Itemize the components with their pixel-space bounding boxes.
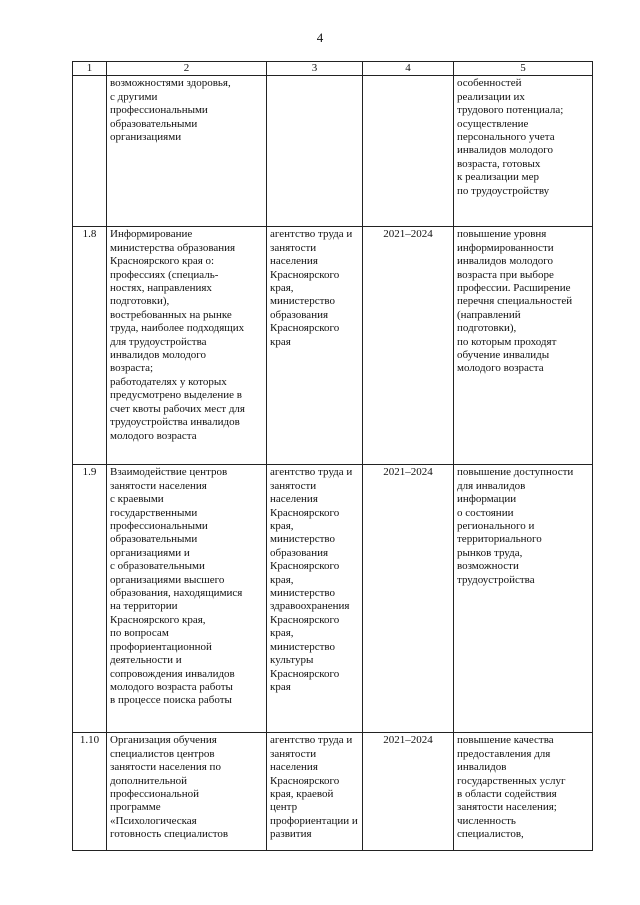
executors-cell xyxy=(267,76,363,227)
result-cell: повышение качества предоставления для инвалидов государственных услуг в области содействия занятости населения; численность специалистов, xyxy=(454,733,593,851)
item-number: 1.8 xyxy=(73,227,107,465)
period-cell xyxy=(363,76,454,227)
activity-cell: Информирование министерства образования Красноярского края о: профессиях (специаль- ностях, направлениях подготовки), востребованных на рынке труда, наиболее подходящих для трудоустройства инвалидов молодого возраста; работодателях у которых предусмотрено выделение в счет квоты рабочих мест для трудоустройства инвалидов молодого возраста xyxy=(107,227,267,465)
column-number: 2 xyxy=(107,62,267,76)
page-number: 4 xyxy=(316,30,324,45)
column-number: 4 xyxy=(363,62,454,76)
period-cell: 2021–2024 xyxy=(363,733,454,851)
table-row xyxy=(73,733,593,851)
column-number: 3 xyxy=(267,62,363,76)
item-number xyxy=(73,76,107,227)
result-cell: особенностей реализации их трудового потенциала; осуществление персонального учета инвалидов молодого возраста, готовых к реализации мер по трудоустройству xyxy=(454,76,593,227)
column-number-row xyxy=(73,62,593,76)
result-cell: повышение уровня информированности инвалидов молодого возраста при выборе профессии. Расширение перечня специальностей (направлений подготовки), по которым проходят обучение инвалиды молодого возраста xyxy=(454,227,593,465)
activity-cell: Организация обучения специалистов центров занятости населения по дополнительной профессиональной программе «Психологическая готовность специалистов xyxy=(107,733,267,851)
item-number: 1.9 xyxy=(73,465,107,733)
result-cell: повышение доступности для инвалидов информации о состоянии регионального и территориального рынков труда, возможности трудоустройства xyxy=(454,465,593,733)
table-row xyxy=(73,76,593,227)
measures-table xyxy=(72,61,593,851)
activity-cell: возможностями здоровья, с другими профессиональными образовательными организациями xyxy=(107,76,267,227)
table-row xyxy=(73,227,593,465)
executors-cell: агентство труда и занятости населения Красноярского края, краевой центр профориентации и развития xyxy=(267,733,363,851)
column-number: 5 xyxy=(454,62,593,76)
column-number: 1 xyxy=(73,62,107,76)
executors-cell: агентство труда и занятости населения Красноярского края, министерство образования Красноярского края, министерство здравоохранения Красноярского края, министерство культуры Красноярского края xyxy=(267,465,363,733)
table-row xyxy=(73,465,593,733)
item-number: 1.10 xyxy=(73,733,107,851)
executors-cell: агентство труда и занятости населения Красноярского края, министерство образования Красноярского края xyxy=(267,227,363,465)
activity-cell: Взаимодействие центров занятости населения с краевыми государственными профессиональными образовательными организациями и с образовательными организациями высшего образования, находящимися на территории Красноярского края, по вопросам профориентационной деятельности и сопровождения инвалидов молодого возраста работы в процессе поиска работы xyxy=(107,465,267,733)
period-cell: 2021–2024 xyxy=(363,465,454,733)
period-cell: 2021–2024 xyxy=(363,227,454,465)
